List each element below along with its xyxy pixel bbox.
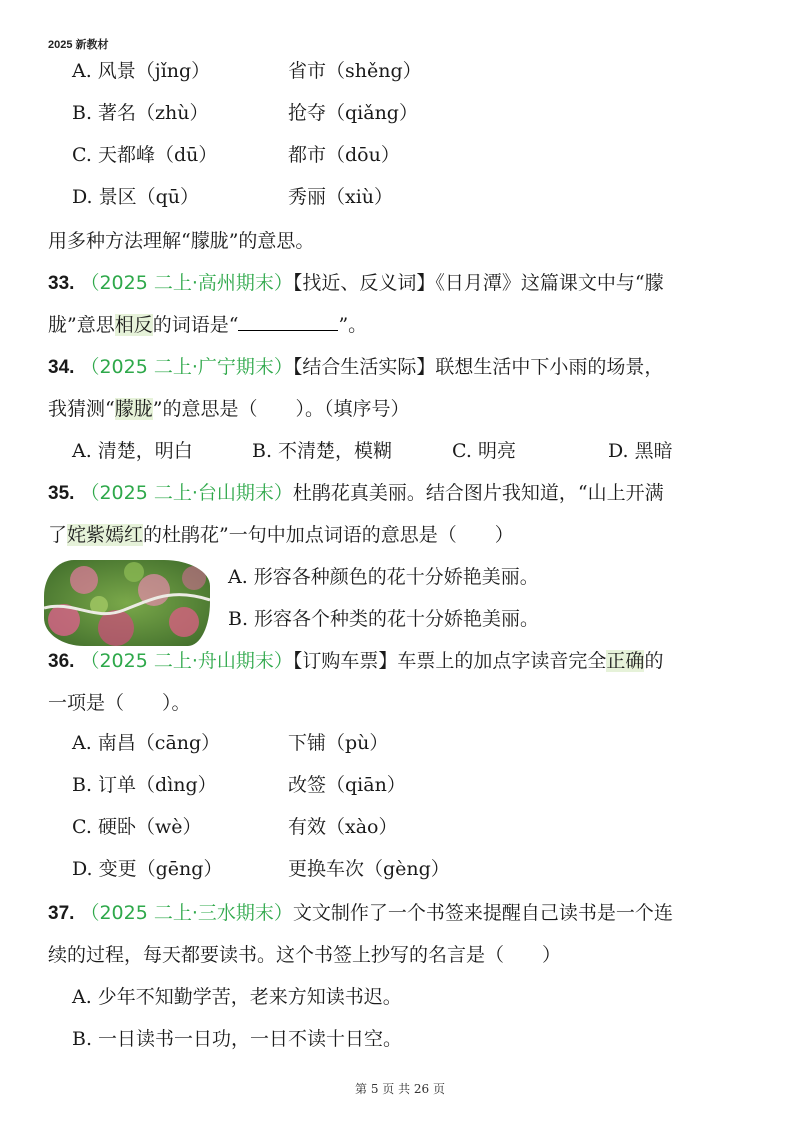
q33-answer-blank[interactable] (238, 312, 338, 331)
q36-option-c-second: 有效（xào） (288, 816, 398, 838)
q37-option-b: B. 一日读书一日功，一日不读十日空。 (72, 1028, 403, 1050)
q36-source: （2025 二上·舟山期末） (80, 650, 293, 672)
q32-option-c-second: 都市（dōu） (288, 144, 400, 166)
q36-number: 36. (48, 651, 75, 672)
q34-highlight: 朦胧 (114, 398, 153, 420)
page-footer: 第 5 页 共 26 页 (355, 1082, 445, 1096)
q33-text-2c: ”。 (338, 314, 368, 336)
q34-number: 34. (48, 357, 75, 378)
q34-source: （2025 二上·广宁期末） (80, 356, 293, 378)
q33-source: （2025 二上·高州期末） (80, 272, 293, 294)
q32-option-b-second: 抢夺（qiǎng） (288, 102, 418, 124)
document-header: 2025 新教材 (48, 39, 109, 51)
q36-option-d: D. 变更（gēng） (72, 858, 223, 880)
q32-option-b: B. 著名（zhù） (72, 102, 209, 124)
q35-option-b: B. 形容各个种类的花十分娇艳美丽。 (228, 608, 540, 630)
q34-text-2a: 我猜测“ (48, 398, 115, 420)
q36-line-2: 一项是（ ）。 (48, 692, 191, 714)
q36-option-b-second: 改签（qiān） (288, 774, 406, 796)
q32-option-d: D. 景区（qū） (72, 186, 200, 208)
q37-line-2: 续的过程，每天都要读书。这个书签上抄写的名言是（ ） (48, 944, 562, 966)
q36-highlight: 正确 (606, 650, 645, 672)
q37-source: （2025 二上·三水期末） (80, 902, 293, 924)
q36-option-a-second: 下铺（pù） (288, 732, 389, 754)
q36-option-a: A. 南昌（cāng） (72, 732, 221, 754)
q36-option-b: B. 订单（dìng） (72, 774, 217, 796)
q34-option-b: B. 不清楚，模糊 (252, 440, 393, 462)
q33-line-1 (48, 270, 664, 297)
q37-line-1 (48, 900, 673, 927)
q35-option-a: A. 形容各种颜色的花十分娇艳美丽。 (228, 566, 539, 588)
q32-option-d-second: 秀丽（xiù） (288, 186, 394, 208)
q37-text-1: 文文制作了一个书签来提醒自己读书是一个连 (292, 902, 673, 924)
q33-text-2a: 胧”意思 (48, 314, 115, 336)
q36-option-d-second: 更换车次（gèng） (288, 858, 450, 880)
q32-option-a: A. 风景（jǐng） (72, 60, 211, 82)
q33-highlight: 相反 (114, 314, 153, 336)
q34-text-2b: ”的意思是（ ）。（填序号） (152, 398, 410, 420)
q35-text-2a: 了 (48, 524, 68, 546)
q36-line-1 (48, 648, 663, 675)
q37-number: 37. (48, 903, 75, 924)
q35-line-2 (48, 522, 514, 548)
azalea-mountain-photo (44, 560, 210, 646)
q35-text-1: 杜鹃花真美丽。结合图片我知道，“山上开满 (292, 482, 664, 504)
q36-option-c: C. 硬卧（wè） (72, 816, 202, 838)
q36-text-1b: 的 (644, 650, 664, 672)
q34-option-c: C. 明亮 (452, 440, 516, 462)
q33-text-2b: 的词语是“ (152, 314, 239, 336)
q32-option-a-second: 省市（shěng） (288, 60, 422, 82)
q35-source: （2025 二上·台山期末） (80, 482, 293, 504)
q32-option-c: C. 天都峰（dū） (72, 144, 218, 166)
q35-line-1 (48, 480, 664, 507)
azalea-mountain-illustration (44, 560, 210, 646)
q33-number: 33. (48, 273, 75, 294)
q34-line-2 (48, 396, 409, 422)
section-title: 用多种方法理解“朦胧”的意思。 (48, 230, 315, 252)
q33-line-2 (48, 312, 367, 338)
q34-text-1: 【结合生活实际】联想生活中下小雨的场景， (292, 356, 664, 378)
q35-highlight: 姹紫嫣红 (67, 524, 144, 546)
q37-option-a: A. 少年不知勤学苦，老来方知读书迟。 (72, 986, 402, 1008)
q34-line-1 (48, 354, 663, 381)
q34-option-a: A. 清楚，明白 (72, 440, 193, 462)
q35-number: 35. (48, 483, 75, 504)
q35-text-2b: 的杜鹃花”一句中加点词语的意思是（ ） (143, 524, 514, 546)
q34-option-d: D. 黑暗 (608, 440, 673, 462)
q36-text-1a: 【订购车票】车票上的加点字读音完全 (292, 650, 607, 672)
q33-text-1: 【找近、反义词】《日月潭》这篇课文中与“朦 (292, 272, 664, 294)
